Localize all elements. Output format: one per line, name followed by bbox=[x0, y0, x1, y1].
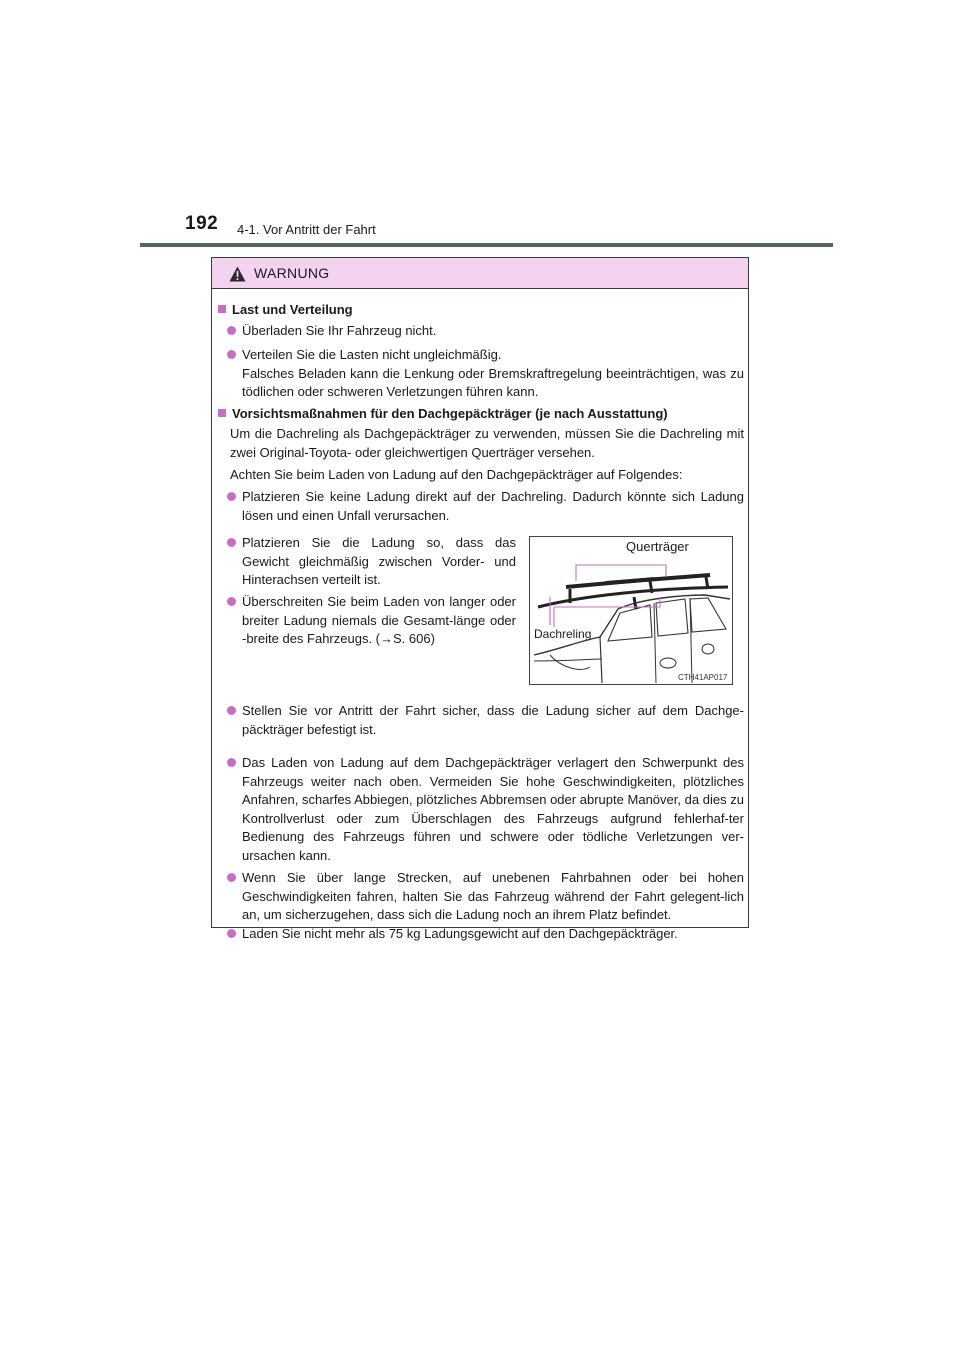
figure-label-rail: Dachreling bbox=[534, 627, 592, 641]
list-item: Überladen Sie Ihr Fahrzeug nicht. bbox=[242, 322, 744, 341]
bullet-dot-icon bbox=[227, 350, 236, 359]
paragraph: Um die Dachreling als Dachgepäckträger zu verwenden, müssen Sie die Dachreling mit zwei Original-Toyota- oder gleichwertigen Querträger versehen. bbox=[230, 426, 744, 460]
bullet-dot-icon bbox=[227, 492, 236, 501]
roof-rack-figure bbox=[529, 536, 733, 685]
section-heading-load: Last und Verteilung bbox=[218, 301, 353, 320]
header-rule bbox=[140, 243, 833, 247]
section-title: 4-1. Vor Antritt der Fahrt bbox=[237, 222, 376, 237]
list-item: Platzieren Sie keine Ladung direkt auf der Dachreling. Dadurch könnte sich Ladung lösen und einen Unfall verursachen. bbox=[242, 488, 744, 525]
square-bullet-icon bbox=[218, 409, 226, 417]
warning-box bbox=[211, 257, 749, 941]
list-item: Überschreiten Sie beim Laden von langer oder breiter Ladung niemals die Gesamt-länge oder -breite des Fahrzeugs. (→S. 606) bbox=[242, 593, 516, 649]
car-roof-illustration bbox=[530, 537, 732, 684]
list-item: Stellen Sie vor Antritt der Fahrt sicher, dass die Ladung sicher auf dem Dachge-päckträger befestigt ist. bbox=[242, 702, 744, 739]
figure-code: CTH41AP017 bbox=[678, 673, 728, 682]
list-item: Laden Sie nicht mehr als 75 kg Ladungsgewicht auf den Dachgepäckträger. bbox=[242, 925, 744, 944]
warning-triangle-icon bbox=[229, 266, 246, 282]
bullet-dot-icon bbox=[227, 538, 236, 547]
bullet-dot-icon bbox=[227, 706, 236, 715]
bullet-dot-icon bbox=[227, 929, 236, 938]
list-item: Platzieren Sie die Ladung so, dass das Gewicht gleichmäßig zwischen Vorder- und Hinterachsen verteilt ist. bbox=[242, 534, 516, 590]
page-number: 192 bbox=[185, 213, 219, 234]
list-item: Verteilen Sie die Lasten nicht ungleichmäßig. Falsches Beladen kann die Lenkung oder Bremskraftregelung beeinträchtigen, was zu tödlichen oder schweren Verletzungen führen kann. bbox=[242, 346, 744, 402]
section-heading-roof-rack: Vorsichtsmaßnahmen für den Dachgepäckträger (je nach Ausstattung) bbox=[218, 405, 668, 424]
figure-label-crossbar: Querträger bbox=[626, 539, 689, 554]
warning-label: WARNUNG bbox=[254, 265, 330, 281]
bullet-dot-icon bbox=[227, 597, 236, 606]
list-item: Das Laden von Ladung auf dem Dachgepäckträger verlagert den Schwerpunkt des Fahrzeugs weiter nach oben. Vermeiden Sie hohe Geschwindigkeiten, plötzliches Anfahren, scharfes Abbiegen, plötzliches Abbremsen oder abrupte Manöver, da dies zu Kontrollverlust oder zum Überschlagen des Fahrzeugs aufgrund fehlerhaf-ter Bedienung des Fahrzeugs führen und schwere oder tödliche Verletzungen ver-ursachen kann. bbox=[242, 754, 744, 865]
square-bullet-icon bbox=[218, 305, 226, 313]
warning-header bbox=[212, 258, 748, 289]
paragraph: Achten Sie beim Laden von Ladung auf den Dachgepäckträger auf Folgendes: bbox=[230, 467, 683, 482]
bullet-dot-icon bbox=[227, 873, 236, 882]
list-item: Wenn Sie über lange Strecken, auf unebenen Fahrbahnen oder bei hohen Geschwindigkeiten fahren, halten Sie das Fahrzeug während der Fahrt gelegent-lich an, um sicherzugehen, dass sich die Ladung noch an ihrem Platz befindet. bbox=[242, 869, 744, 925]
bullet-dot-icon bbox=[227, 326, 236, 335]
bullet-dot-icon bbox=[227, 758, 236, 767]
